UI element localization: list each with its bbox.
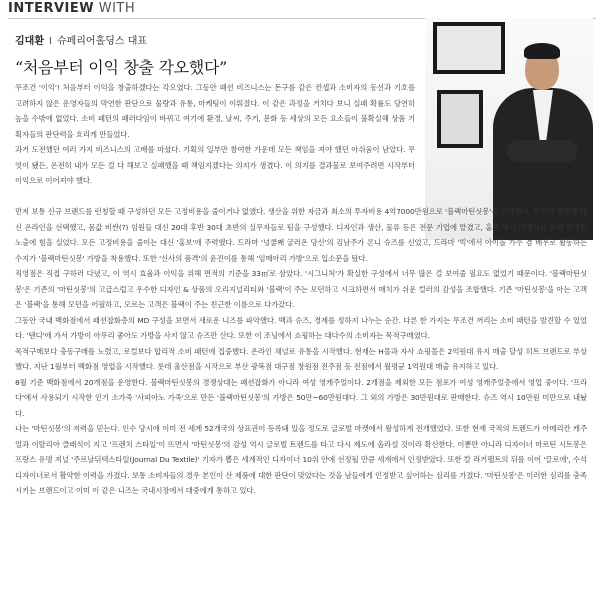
paragraph: 그동안 국내 백화점에서 패션잡화층의 MD 구성을 보면서 새로운 니즈를 파악했다. 백과 슈즈, 경계를 정하지 나누는 순간. 다른 한 가지는 무조건 꺼리는 소비 패턴을 발견할 수 있었다. '탠디'에 가서 가방이 아무리 좋아도 가방을 사지 않고 슈즈만 산다. 또한 이 조닝에서 쇼핑하는 대다수의 소비자는 목적구매였다. [15,315,587,340]
paragraph: 나는 '마틴싯봉'의 저력을 믿는다. 인수 당시에 이미 전 세계 52개국의 상표권이 등록돼 있을 정도로 글로벌 마켓에서 왕성하게 전개했었다. 또한 현재 국적의 트렌드가 아메리칸 캐주얼과 이탈리아 클래식이 지고 '프렌치 스타일'이 뜨면서 '마틴싯봉'의 감성 역시 글로벌 트렌드를 타고 다시 제도에 올라설 것이라 확신한다. 이뿐만 아니라 디자이너 마르틴 시트봉은 프랑스 유명 저널 '주르날뒤텍스타일(Journal Du Textile)' 기자가 뽑은 세계적인 디자이너 10위 안에 선정될 만큼 세계에서 인정받았다. 또한 칼 라거펠트의 뒤를 이어 '끌로에', 수석디자이너로서 활약한 이력을 가졌다. 보통 소비자들의 경우 본인이 산 제품에 대한 판단이 맞았다는 것을 남들에게 인정받고 싶어하는 심리를 가졌다. '마틴싯봉'은 이러한 심리를 충족시키는 브랜드이고 이미 이 같은 니즈는 국내시장에서 대중에게 통하고 있다. [15,424,587,495]
wall-frame-top-inner [437,26,501,70]
paragraph: 직영점은 직접 구하러 다녔고, 이 역시 효율과 이익을 위해 면적의 기준을 33㎡로 삼았다. '시그니처'가 확실한 구성에서 너무 많은 걸 보여줄 필요도 없었기 때문이다. '블랙마틴싯봉'은 기존의 '마틴싯봉'의 고급스럽고 우수한 디자인 & 상품의 오리지널리티와 '블랙'이 주는 모던하고 시크하면서 매치가 쉬운 컬러의 감성을 조합했다. 기존 '마틴싯봉'을 아는 고객은 '블랙'을 통해 모던을 어필하고, 모르는 고객은 블랙이 주는 친근한 이름으로 다가갔다. [15,269,587,309]
wall-frame-left-inner [441,94,479,144]
section-title-bold: INTERVIEW [8,1,95,16]
wall-frame-top [433,22,505,74]
byline [15,32,147,47]
interviewee-name: 김대환 [15,36,44,47]
article-body-full [15,204,587,499]
paragraph: 과거 도전했던 여러 가지 비즈니스의 고배를 마셨다. 기획의 일부만 참여한 가운데 모든 책임을 져야 했던 아쉬움이 남았다. 무엇이 됐든, 온전히 내가 모든 걸 다 해보고 실패했을 때 책임지겠다는 의지가 생겼다. 이 의지를 결과물로 보여주려면 시작부터 이익으로 이어져야 했다. [15,145,415,185]
section-title-light: WITH [98,1,136,16]
paragraph: 무조건 '이익'! 처음부터 이익을 창출하겠다는 각오였다. 그동안 패션 비즈니스는 돈구름 같은 컨셉과 소비자의 동선과 기호를 고려하지 않은 운영자들의 막연한 판단으로 물량과 유통, 마케팅이 이뤄졌다. 이 같은 과정을 거치다 보니 실패 확률도 당연히 높을 수밖에 없었다. 소비 패턴의 패러다임이 바뀌고 여기에 환경, 날씨, 주거, 문화 등 세상의 모든 요소들이 불확실해 상품 기획자들의 판단력을 흐리게 만들었다. [15,83,415,139]
paragraph: 먼저 보통 신규 브랜드를 런칭할 때 구성하던 모든 고정비용을 줄이거나 없앴다. 생산을 위한 자금과 최소의 투자비용 4억7000만원으로 '블랙마틴싯봉'을 시작했다. 막연한 유통망 대신 온라인을 선택했고, 몸값 비싼(?) 임원들 대신 20대 후반 30대 초반의 실무자들로 팀을 구성했다. 디자인과 생산, 물류 등은 전문 기업에 맡겼고, 홍보 역시 대행사를 통해 연예인 노출에 힘을 실었다. 모든 고정비용을 줄이는 대신 '홍보'에 주력했다. 드라마 '넝쿨째 굴러온 당신'의 김남주가 론니 슈즈를 신었고, 드라마 '빅'에서 아이돌 가수 겸 배우로 활동하는 수지가 '블랙마틴싯봉' 가방을 착용했다. 또한 '신사의 품격'의 윤진이를 통해 '임메아리 가방'으로 입소문을 탔다. [15,207,587,263]
person-hair [524,43,560,59]
headline: “처음부터 이익 창출 각오했다” [15,58,227,77]
section-header [8,0,596,20]
wall-frame-left [437,90,483,148]
article-body-narrow [15,80,415,189]
byline-separator: I [48,36,52,47]
person-crossed-arms [507,140,577,162]
interviewee-role: 슈페리어홀딩스 대표 [56,36,148,47]
paragraph: 목적구매보다 충동구매를 노렸고, 로컬보다 합리적 소비 패턴에 집중했다. 온라인 채널로 유통을 시작했다. 현재는 H몰과 자사 쇼핑몰은 2억원대 유지 매출 달성 히트 브랜드로 부상했다. 지난 1월부터 백화점 영업을 시작했다. 롯데 울산점을 시작으로 부산 광복점 대구점 창원점 전주점 등 전점에서 월평균 1억원대 매출 유지하고 있다. [15,346,587,371]
paragraph: 8월 기준 백화점에서 20개점을 운영한다. 블랙마틴싯봉의 경쟁상대는 패션잡화가 아니라 여성 영캐주얼이다. 2개점을 제외한 모든 점포가 여성 영캐주얼층에서 영업 중이다. '프라다'에서 사용되기 시작한 인기 소가죽 '사피아노 가죽'으로 만든 '블랙마틴싯봉'의 가방은 50만~60만원대다. 그 외의 가방은 30만원대로 판매한다. 슈즈 역시 10만원 미만으로 내놨다. [15,377,587,418]
section-title [8,1,135,16]
